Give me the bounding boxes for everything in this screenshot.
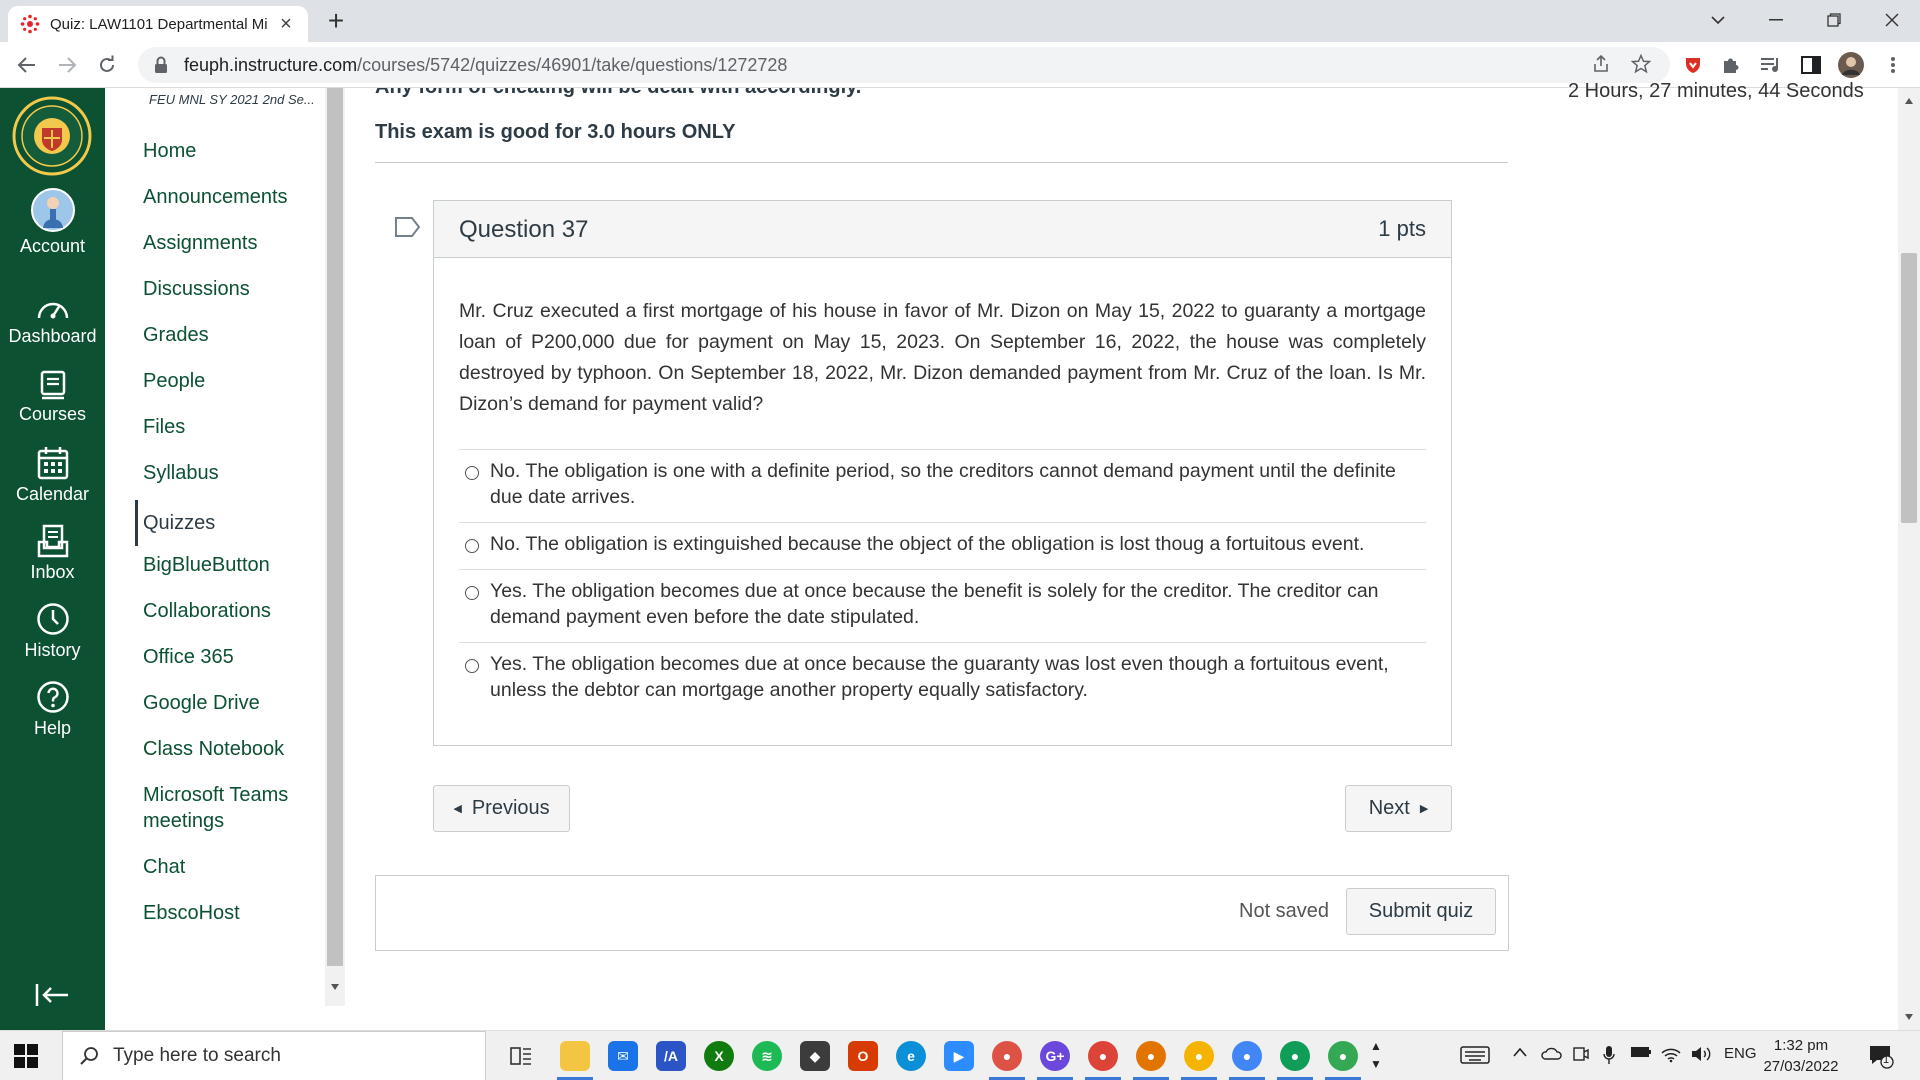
courses-icon: [39, 370, 67, 400]
global-nav-courses[interactable]: [0, 370, 105, 425]
notification-count: 1: [1883, 1054, 1890, 1066]
exam-duration-note: This exam is good for 3.0 hours ONLY: [375, 121, 736, 143]
file-explorer-icon[interactable]: [560, 1041, 590, 1071]
scroll-down-arrow-icon[interactable]: [331, 984, 339, 990]
course-nav-collaborations[interactable]: Collaborations: [143, 600, 271, 622]
question-card: [433, 200, 1452, 746]
zoom-icon[interactable]: ▶: [944, 1041, 974, 1071]
global-nav-label: Courses: [18, 404, 87, 424]
quiz-timer: 2 Hours, 27 minutes, 44 Seconds: [1568, 80, 1864, 102]
clock-time: 1:32 pm: [1773, 1037, 1829, 1054]
restore-icon[interactable]: [1806, 0, 1862, 40]
divider: [375, 162, 1508, 163]
course-nav-assignments[interactable]: Assignments: [143, 232, 258, 254]
answer-text: Yes. The obligation becomes due at once because the benefit is solely for the creditor. The creditor can demand payment even before the date stipulated.: [490, 580, 1379, 628]
caret-left-icon: ◀: [453, 803, 462, 815]
answer-list: [459, 449, 1426, 715]
back-icon[interactable]: [12, 50, 42, 80]
answer-radio[interactable]: [465, 466, 479, 480]
browser-menu-icon[interactable]: [1880, 52, 1906, 78]
url-host: feuph.instructure.com: [184, 54, 358, 75]
xbox-icon[interactable]: X: [704, 1041, 734, 1071]
question-points: 1 pts: [1378, 216, 1426, 241]
course-nav-microsoft-teams[interactable]: Microsoft Teams meetings: [143, 784, 289, 832]
notification-center-icon[interactable]: [1868, 1043, 1894, 1069]
course-nav-ebscohost[interactable]: EbscoHost: [143, 902, 240, 924]
global-nav-label: Inbox: [30, 562, 75, 582]
chrome-profile-icon[interactable]: ●: [992, 1041, 1022, 1071]
extensions-puzzle-icon[interactable]: [1718, 52, 1744, 78]
battery-icon[interactable]: [1630, 1045, 1652, 1063]
next-label: Next: [1368, 797, 1410, 819]
history-icon: [36, 602, 70, 636]
global-nav-calendar[interactable]: [0, 446, 105, 505]
url-path: /courses/5742/quizzes/46901/take/questions/1272728: [357, 54, 788, 75]
search-icon: [79, 1046, 99, 1066]
minimize-icon[interactable]: [1748, 0, 1804, 40]
edge-icon[interactable]: e: [896, 1041, 926, 1071]
browser-tab[interactable]: [8, 6, 308, 42]
avatar: [31, 188, 75, 232]
close-window-icon[interactable]: [1864, 0, 1920, 40]
media-queue-icon[interactable]: [1758, 52, 1784, 78]
course-nav-announcements[interactable]: Announcements: [143, 186, 288, 208]
question-header: [434, 201, 1451, 258]
browser-tab-strip: [0, 0, 1920, 42]
wifi-icon[interactable]: [1660, 1045, 1682, 1067]
answer-radio[interactable]: [465, 586, 479, 600]
flag-question-icon[interactable]: [394, 216, 422, 238]
profile-avatar[interactable]: [1838, 52, 1864, 78]
chrome-profile-icon[interactable]: ●: [1184, 1041, 1214, 1071]
global-nav-help[interactable]: [0, 680, 105, 739]
inbox-icon: [37, 524, 69, 558]
previous-label: Previous: [471, 797, 550, 819]
course-nav-class-notebook[interactable]: Class Notebook: [143, 738, 285, 760]
windows-start-icon[interactable]: [14, 1044, 38, 1068]
chrome-profile-icon[interactable]: ●: [1088, 1041, 1118, 1071]
question-title: Question 37: [459, 216, 589, 243]
course-label[interactable]: FEU MNL SY 2021 2nd Se...: [149, 92, 315, 107]
answer-text: No. The obligation is one with a definite period, so the creditors cannot demand payment until the definite due date arrives.: [490, 460, 1396, 508]
save-status: Not saved: [1239, 900, 1330, 922]
course-nav-scrollbar[interactable]: [325, 88, 345, 1006]
clock-date: 27/03/2022: [1763, 1058, 1839, 1075]
mail-icon[interactable]: ✉: [608, 1041, 638, 1071]
address-bar[interactable]: [138, 47, 1670, 83]
taskbar-search-placeholder: Type here to search: [113, 1045, 281, 1066]
forward-icon[interactable]: [52, 50, 82, 80]
course-nav-syllabus[interactable]: Syllabus: [143, 462, 219, 484]
course-nav-office-365[interactable]: Office 365: [143, 646, 234, 668]
whiteboard-app-icon[interactable]: /A: [656, 1041, 686, 1071]
previous-button[interactable]: [433, 785, 570, 832]
taskbar-clock[interactable]: [1760, 1035, 1842, 1077]
share-icon[interactable]: [1588, 51, 1614, 77]
course-nav-grades[interactable]: Grades: [143, 324, 209, 346]
global-navigation: [0, 88, 105, 1030]
url-text: [184, 55, 787, 76]
caret-right-icon: ▶: [1419, 803, 1429, 815]
tab-search-icon[interactable]: [1690, 0, 1746, 40]
meet-now-icon[interactable]: [1572, 1045, 1590, 1067]
global-nav-dashboard[interactable]: [0, 294, 105, 347]
show-hidden-icons[interactable]: [1512, 1045, 1528, 1062]
global-nav-label: Calendar: [15, 484, 90, 504]
course-nav-people[interactable]: People: [143, 370, 206, 392]
chrome-profile-icon[interactable]: G+: [1040, 1041, 1070, 1071]
answer-option[interactable]: [459, 569, 1426, 642]
global-nav-account[interactable]: [0, 180, 105, 254]
global-nav-inbox[interactable]: [0, 524, 105, 583]
chrome-profile-icon[interactable]: ●: [1328, 1041, 1358, 1071]
course-nav-discussions[interactable]: Discussions: [143, 278, 250, 300]
close-tab-icon[interactable]: ×: [280, 13, 292, 35]
global-nav-history[interactable]: [0, 602, 105, 661]
course-nav-google-drive[interactable]: Google Drive: [143, 692, 260, 714]
course-nav-chat[interactable]: Chat: [143, 856, 186, 878]
university-logo[interactable]: [12, 94, 92, 178]
taskbar-scroll-icon[interactable]: ▲ ▼: [1370, 1039, 1382, 1071]
keyboard-icon[interactable]: [1460, 1045, 1490, 1069]
submit-quiz-label: Submit quiz: [1368, 900, 1474, 922]
page-scroll-thumb[interactable]: [1901, 253, 1917, 523]
chrome-profile-icon[interactable]: ●: [1280, 1041, 1310, 1071]
extension-shield-icon[interactable]: [1680, 52, 1706, 78]
course-navigation: [105, 88, 345, 1006]
course-nav-home[interactable]: Home: [143, 140, 197, 162]
answer-text: Yes. The obligation becomes due at once because the guaranty was lost even though a fortuitous event, unless the debtor can mortgage another property equally satisfactory.: [490, 653, 1389, 701]
chrome-profile-icon[interactable]: ●: [1136, 1041, 1166, 1071]
answer-radio[interactable]: [465, 659, 479, 673]
global-nav-label: History: [24, 640, 81, 660]
course-nav-quizzes[interactable]: Quizzes: [135, 500, 215, 546]
input-language[interactable]: ENG: [1724, 1045, 1757, 1062]
new-tab-icon[interactable]: +: [327, 5, 345, 36]
answer-radio[interactable]: [465, 539, 479, 553]
scroll-down-arrow-icon[interactable]: [1905, 1014, 1913, 1020]
reload-icon[interactable]: [92, 50, 122, 80]
calendar-icon: [37, 446, 69, 480]
answer-option[interactable]: [459, 449, 1426, 522]
taskbar-search[interactable]: [62, 1031, 486, 1080]
submit-bar: [375, 875, 1509, 951]
volume-icon[interactable]: [1690, 1045, 1712, 1067]
global-nav-label: Help: [33, 718, 72, 738]
microphone-icon[interactable]: [1602, 1045, 1616, 1069]
help-icon: [36, 680, 70, 714]
canvas-favicon-icon: [20, 14, 40, 34]
lock-icon: [154, 56, 170, 74]
bookmark-star-icon[interactable]: [1628, 51, 1654, 77]
task-view-icon[interactable]: [506, 1041, 536, 1071]
submit-quiz-button[interactable]: [1346, 888, 1496, 935]
windows-taskbar: [0, 1030, 1920, 1080]
course-nav-files[interactable]: Files: [143, 416, 186, 438]
answer-option[interactable]: [459, 642, 1426, 715]
side-panel-icon[interactable]: [1798, 52, 1824, 78]
course-nav-scroll-thumb[interactable]: [327, 88, 343, 966]
onedrive-icon[interactable]: [1540, 1045, 1562, 1065]
answer-option[interactable]: [459, 522, 1426, 569]
3d-app-icon[interactable]: ◆: [800, 1041, 830, 1071]
global-nav-label: Account: [19, 236, 86, 256]
global-nav-label: Dashboard: [8, 326, 97, 346]
chrome-profile-icon[interactable]: ●: [1232, 1041, 1262, 1071]
collapse-nav-icon[interactable]: [34, 980, 70, 1010]
tab-title: Quiz: LAW1101 Departmental Mi: [50, 15, 268, 33]
spotify-icon[interactable]: ≋: [752, 1041, 782, 1071]
course-nav-bigbluebutton[interactable]: BigBlueButton: [143, 554, 270, 576]
answer-text: No. The obligation is extinguished because the object of the obligation is lost thoug a fortuitous event.: [490, 533, 1365, 555]
question-text: Mr. Cruz executed a first mortgage of his house in favor of Mr. Dizon on May 15, 2022 to guaranty a mortgage loan of P200,000 due for payment on May 15, 2023. On September 16, 2022, the house was completely destroyed by typhoon. On September 18, 2022, Mr. Dizon demanded payment from Mr. Cruz of the loan. Is Mr. Dizon’s demand for payment valid?: [459, 300, 1426, 415]
dashboard-icon: [36, 294, 70, 322]
office-icon[interactable]: O: [848, 1041, 878, 1071]
scroll-up-arrow-icon[interactable]: [1905, 98, 1913, 104]
next-button[interactable]: [1345, 785, 1452, 832]
page-scrollbar[interactable]: [1898, 88, 1920, 1030]
